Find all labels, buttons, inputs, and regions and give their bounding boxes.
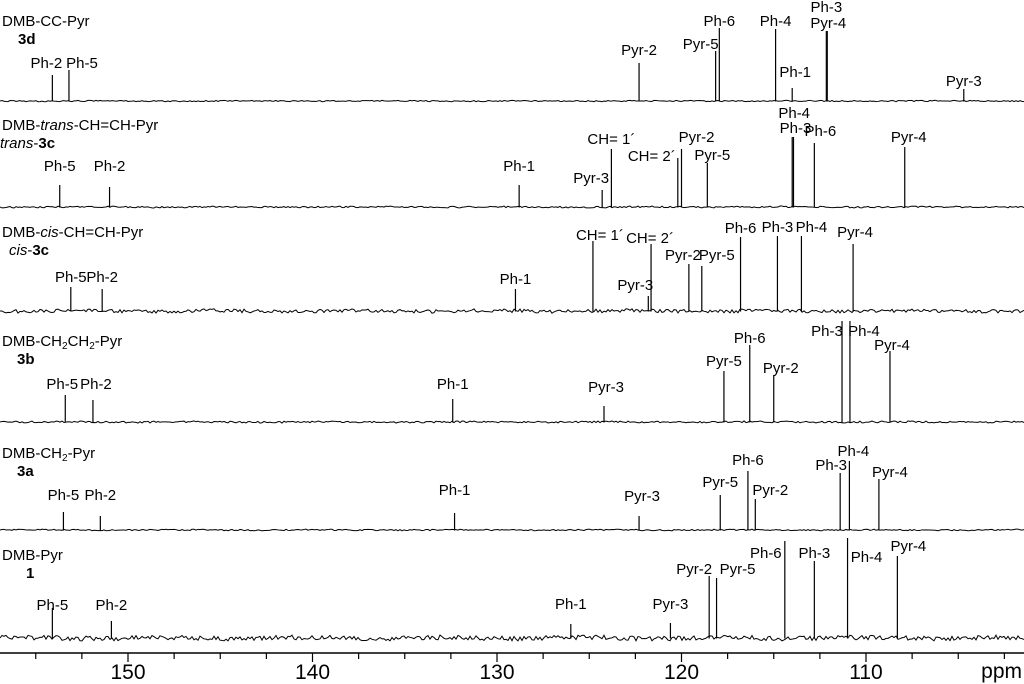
peak-label-pyr-5: Pyr-5: [719, 561, 756, 578]
peak-label-ph-3: Ph-3: [815, 457, 847, 474]
peak-label-pyr-4: Pyr-4: [810, 15, 847, 32]
peak-label-pyr-2: Pyr-2: [676, 561, 713, 578]
peak-label-pyr-3: Pyr-3: [617, 277, 654, 294]
peak-label-pyr-4: Pyr-4: [871, 464, 908, 481]
trace-name-3b: DMB-$CH_2CH_2$-Pyr: [2, 333, 123, 352]
trace-name-3d: DMB-CC-Pyr: [2, 13, 90, 30]
peak-label-ph-5: Ph-5: [66, 55, 98, 72]
peak-label-ph-6: Ph-6: [732, 452, 764, 469]
peak-label-ph-5: Ph-5: [36, 597, 69, 614]
peak-label-ph-2: Ph-2: [84, 487, 117, 504]
tick-label-110: 110: [849, 661, 883, 684]
peak-label-ph-1: Ph-1: [436, 376, 469, 393]
peak-label-ph-1: Ph-1: [779, 64, 812, 81]
peak-label-ph-4: Ph-4: [795, 219, 828, 236]
peak-label-ph-4: Ph-4: [759, 13, 792, 30]
peak-label-ch-2-: CH= 2´: [626, 230, 675, 247]
peak-label-ph-1: Ph-1: [438, 482, 471, 499]
peak-label-pyr-2: Pyr-2: [762, 360, 799, 377]
tick-label-130: 130: [479, 661, 515, 684]
peak-label-pyr-4: Pyr-4: [890, 129, 927, 146]
peak-label-ph-4: Ph-4: [850, 549, 883, 566]
peak-label-ph-2: Ph-2: [80, 376, 112, 393]
peak-label-ph-5: Ph-5: [43, 158, 76, 175]
peak-label-ph-3: Ph-3: [811, 323, 843, 340]
peak-label-ph-5: Ph-5: [54, 269, 87, 286]
trace-name-3a: DMB-$CH_2$-Pyr: [2, 445, 96, 464]
peak-label-ph-6: Ph-6: [749, 545, 782, 562]
peak-label-ph-3: Ph-3: [779, 120, 812, 137]
peak-label-ph-2: Ph-2: [95, 597, 128, 614]
peak-label-ph-5: Ph-5: [47, 487, 80, 504]
trace-name-1: DMB-Pyr: [2, 547, 63, 564]
trace-id-3a: 3a: [17, 463, 34, 480]
peak-label-pyr-2: Pyr-2: [621, 42, 657, 59]
tick-label-120: 120: [663, 661, 700, 684]
peak-label-ph-2: Ph-2: [93, 158, 126, 175]
peak-label-pyr-5: Pyr-5: [706, 353, 742, 370]
peak-label-ph-1: Ph-1: [503, 158, 535, 175]
trace-name-trans-3c: DMB-trans-CH=CH-Pyr: [2, 117, 159, 134]
peak-label-pyr-4: Pyr-4: [837, 224, 873, 241]
peak-label-ph-3: Ph-3: [798, 545, 831, 562]
peak-label-pyr-5: Pyr-5: [698, 247, 735, 264]
trace-id-trans-3c: trans-3c: [0, 135, 56, 152]
peak-label-pyr-4: Pyr-4: [890, 538, 927, 555]
peak-label-pyr-2: Pyr-2: [678, 129, 715, 146]
tick-label-140: 140: [294, 661, 331, 684]
peak-label-pyr-4: Pyr-4: [874, 337, 910, 354]
peak-label-pyr-5: Pyr-5: [702, 474, 739, 491]
peak-label-pyr-3: Pyr-3: [588, 379, 624, 396]
peak-label-pyr-5: Pyr-5: [682, 36, 719, 53]
peak-label-pyr-3: Pyr-3: [945, 73, 982, 90]
peak-label-ph-4: Ph-4: [837, 443, 870, 460]
peak-label-ph-3: Ph-3: [810, 0, 843, 16]
trace-name-cis-3c: DMB-cis-CH=CH-Pyr: [2, 224, 144, 241]
peak-label-ch-1-: CH= 1´: [587, 131, 636, 148]
trace-id-3b: 3b: [17, 351, 35, 368]
peak-label-pyr-3: Pyr-3: [573, 170, 610, 187]
peak-label-ph-6: Ph-6: [724, 220, 757, 237]
ppm-axis-unit-label: ppm: [981, 660, 1022, 683]
peak-label-ph-1: Ph-1: [499, 271, 532, 288]
peak-label-pyr-3: Pyr-3: [652, 596, 689, 613]
peak-label-ph-3: Ph-3: [761, 219, 794, 236]
peak-label-ph-6: Ph-6: [703, 13, 736, 30]
peak-label-ph-6: Ph-6: [733, 330, 766, 347]
trace-id-1: 1: [26, 565, 35, 582]
peak-label-ph-6: Ph-6: [804, 123, 837, 140]
peak-label-ph-4: Ph-4: [848, 323, 880, 340]
peak-label-pyr-3: Pyr-3: [624, 488, 660, 505]
tick-label-150: 150: [110, 661, 146, 684]
peak-label-ph-5: Ph-5: [46, 376, 79, 393]
peak-label-ph-2: Ph-2: [86, 269, 118, 286]
peak-label-ph-4: Ph-4: [778, 105, 811, 122]
peak-label-ch-2-: CH= 2´: [627, 148, 676, 165]
peak-label-ph-1: Ph-1: [554, 596, 587, 613]
peak-label-ph-2: Ph-2: [30, 55, 63, 72]
peak-label-pyr-5: Pyr-5: [694, 147, 731, 164]
trace-id-cis-3c: cis-3c: [9, 242, 50, 259]
trace-id-3d: 3d: [18, 31, 36, 48]
peak-label-pyr-2: Pyr-2: [752, 482, 789, 499]
peak-label-ch-1-: CH= 1´: [575, 227, 624, 244]
peak-label-pyr-2: Pyr-2: [664, 247, 701, 264]
